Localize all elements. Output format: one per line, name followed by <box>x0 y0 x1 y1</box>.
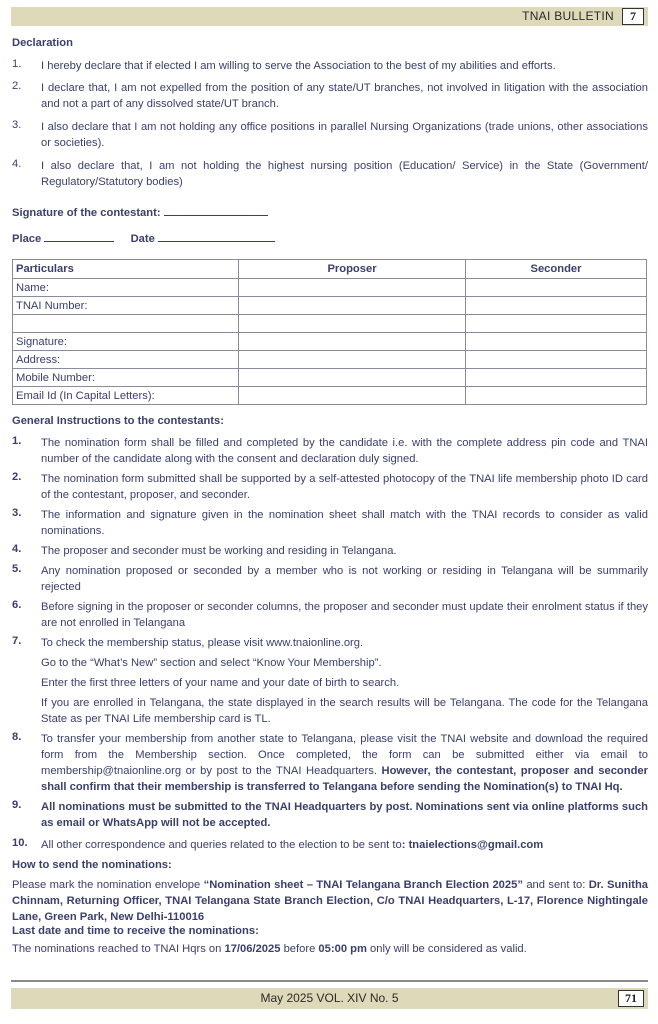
page-header <box>11 7 648 26</box>
header-page-number: 7 <box>622 8 644 25</box>
envelope-marking: “Nomination sheet – TNAI Telangana Branch Election 2025” <box>203 879 523 891</box>
table-row <box>13 333 647 351</box>
instruction-item <box>41 731 648 795</box>
declaration-number: 3. <box>12 119 22 131</box>
date-line[interactable] <box>158 231 275 242</box>
instruction-number: 9. <box>12 799 22 811</box>
instruction-item <box>41 837 648 853</box>
deadline-time: 05:00 pm <box>318 943 367 955</box>
seconder-cell[interactable] <box>466 387 647 405</box>
seconder-cell[interactable] <box>466 315 647 333</box>
instruction-subitem: If you are enrolled in Telangana, the state displayed in the search results will be Telangana. The code for the Telangana State as per TNAI Life membership card is TL. <box>41 697 648 725</box>
declaration-item: I hereby declare that if elected I am willing to serve the Association to the best of my abilities and efforts. <box>41 60 556 72</box>
instruction-number: 4. <box>12 543 22 555</box>
seconder-cell[interactable] <box>466 351 647 369</box>
table-row <box>13 279 647 297</box>
date-label: Date <box>130 233 155 245</box>
proposer-cell[interactable] <box>239 369 466 387</box>
row-label <box>13 315 239 333</box>
place-date-row <box>12 231 275 245</box>
instruction-bold-text: However, the contestant, proposer and seconder shall confirm that their membership is transferred to Telangana before sending the Nomination(s) to TNAI Hq. <box>41 765 648 793</box>
instruction-number: 2. <box>12 471 22 483</box>
declaration-number: 4. <box>12 158 22 170</box>
proposer-header: Proposer <box>239 260 466 279</box>
table-row <box>13 297 647 315</box>
instruction-item: The information and signature given in the nomination sheet shall match with the TNAI records to consider as valid nominations. <box>41 509 648 537</box>
table-row <box>13 369 647 387</box>
last-date-post: only will be considered as valid. <box>370 943 527 955</box>
contestant-signature-field[interactable] <box>12 205 268 219</box>
instruction-number: 7. <box>12 635 22 647</box>
declaration-item: I also declare that, I am not holding the highest nursing position (Education/ Service) in the State (Government/ Regulatory/Statutory bodies) <box>41 160 648 188</box>
proposer-cell[interactable] <box>239 351 466 369</box>
declaration-item: I declare that, I am not expelled from the position of any state/UT branches, not involved in litigation with the association and not a part of any dissolved state/UT branch. <box>41 82 648 110</box>
instruction-text: All other correspondence and queries related to the election to be sent to <box>41 839 402 851</box>
instruction-number: 1. <box>12 435 22 447</box>
row-label: Email Id (In Capital Letters): <box>13 387 239 405</box>
how-to-send-mid: and sent to: <box>526 879 586 891</box>
seconder-header: Seconder <box>466 260 647 279</box>
row-label: TNAI Number: <box>13 297 239 315</box>
instruction-number: 10. <box>12 837 28 849</box>
instruction-number: 3. <box>12 507 22 519</box>
issue-info: May 2025 VOL. XIV No. 5 <box>260 991 399 1005</box>
row-label: Signature: <box>13 333 239 351</box>
last-date-pre: The nominations reached to TNAI Hqrs on <box>12 943 222 955</box>
instruction-item: To check the membership status, please visit www.tnaionline.org. <box>41 637 364 649</box>
footer-divider <box>11 980 648 982</box>
deadline-date: 17/06/2025 <box>224 943 281 955</box>
seconder-cell[interactable] <box>466 279 647 297</box>
instruction-subitem: Enter the first three letters of your name and your date of birth to search. <box>41 677 400 689</box>
seconder-cell[interactable] <box>466 369 647 387</box>
instruction-item: All nominations must be submitted to the TNAI Headquarters by post. Nominations sent via online platforms such as email or WhatsApp will not be accepted. <box>41 801 648 829</box>
proposer-cell[interactable] <box>239 333 466 351</box>
seconder-cell[interactable] <box>466 333 647 351</box>
instruction-text: To transfer your membership from another state to Telangana, please visit the TNAI website and download the required form from the Membership section. Once completed, the form can be submitted either via email to membership@tnaionline.org or by post to the TNAI Headquarters. <box>41 733 648 777</box>
declaration-number: 1. <box>12 58 22 70</box>
row-label: Mobile Number: <box>13 369 239 387</box>
seconder-cell[interactable] <box>466 297 647 315</box>
instructions-heading: General Instructions to the contestants: <box>12 415 224 427</box>
particulars-header: Particulars <box>13 260 239 279</box>
table-row <box>13 387 647 405</box>
instruction-item: Any nomination proposed or seconded by a member who is not working or residing in Telangana will be summarily rejected <box>41 565 648 593</box>
place-line[interactable] <box>44 231 114 242</box>
instruction-item: The nomination form shall be filled and completed by the candidate i.e. with the complete address pin code and TNAI number of the candidate along with the consent and declaration duly signed. <box>41 437 648 465</box>
table-header-row <box>13 260 647 279</box>
last-date-mid: before <box>283 943 316 955</box>
election-email[interactable]: : tnaielections@gmail.com <box>401 839 544 851</box>
proposer-cell[interactable] <box>239 297 466 315</box>
page-footer <box>11 988 648 1009</box>
contestant-signature-line <box>164 205 268 216</box>
particulars-table <box>12 259 647 405</box>
instruction-number: 8. <box>12 731 22 743</box>
place-label: Place <box>12 233 42 245</box>
row-label: Address: <box>13 351 239 369</box>
row-label: Name: <box>13 279 239 297</box>
how-to-send-heading: How to send the nominations: <box>12 859 172 871</box>
instruction-number: 6. <box>12 599 22 611</box>
declaration-number: 2. <box>12 80 22 92</box>
table-row <box>13 315 647 333</box>
contestant-signature-label: Signature of the contestant: <box>12 207 161 219</box>
instruction-item: Before signing in the proposer or seconder columns, the proposer and seconder must update their enrolment status if they are not enrolled in Telangana <box>41 601 648 629</box>
table-row <box>13 351 647 369</box>
how-to-send-intro: Please mark the nomination envelope <box>12 879 201 891</box>
proposer-cell[interactable] <box>239 279 466 297</box>
bulletin-title: TNAI BULLETIN <box>522 9 614 23</box>
instruction-subitem: Go to the “What’s New” section and select “Know Your Membership”. <box>41 657 382 669</box>
proposer-cell[interactable] <box>239 387 466 405</box>
footer-page-number: 71 <box>618 990 644 1007</box>
declaration-item: I also declare that I am not holding any office positions in parallel Nursing Organizations (trade unions, other associations or societies). <box>41 121 648 149</box>
proposer-cell[interactable] <box>239 315 466 333</box>
declaration-heading: Declaration <box>12 37 73 49</box>
how-to-send-text <box>12 877 648 925</box>
last-date-text <box>12 943 527 955</box>
instruction-item: The nomination form submitted shall be supported by a self-attested photocopy of the TNAI life membership photo ID card of the contestant, proposer, and seconder. <box>41 473 648 501</box>
mailing-address: Dr. Sunitha Chinnam, Returning Officer, TNAI Telangana State Branch Election, C/o TNAI Headquarters, L-17, Florence Nightingale Lane, Green Park, New Delhi-110016 <box>12 879 649 923</box>
instruction-number: 5. <box>12 563 22 575</box>
instruction-item: The proposer and seconder must be working and residing in Telangana. <box>41 545 397 557</box>
last-date-heading: Last date and time to receive the nominations: <box>12 925 259 937</box>
